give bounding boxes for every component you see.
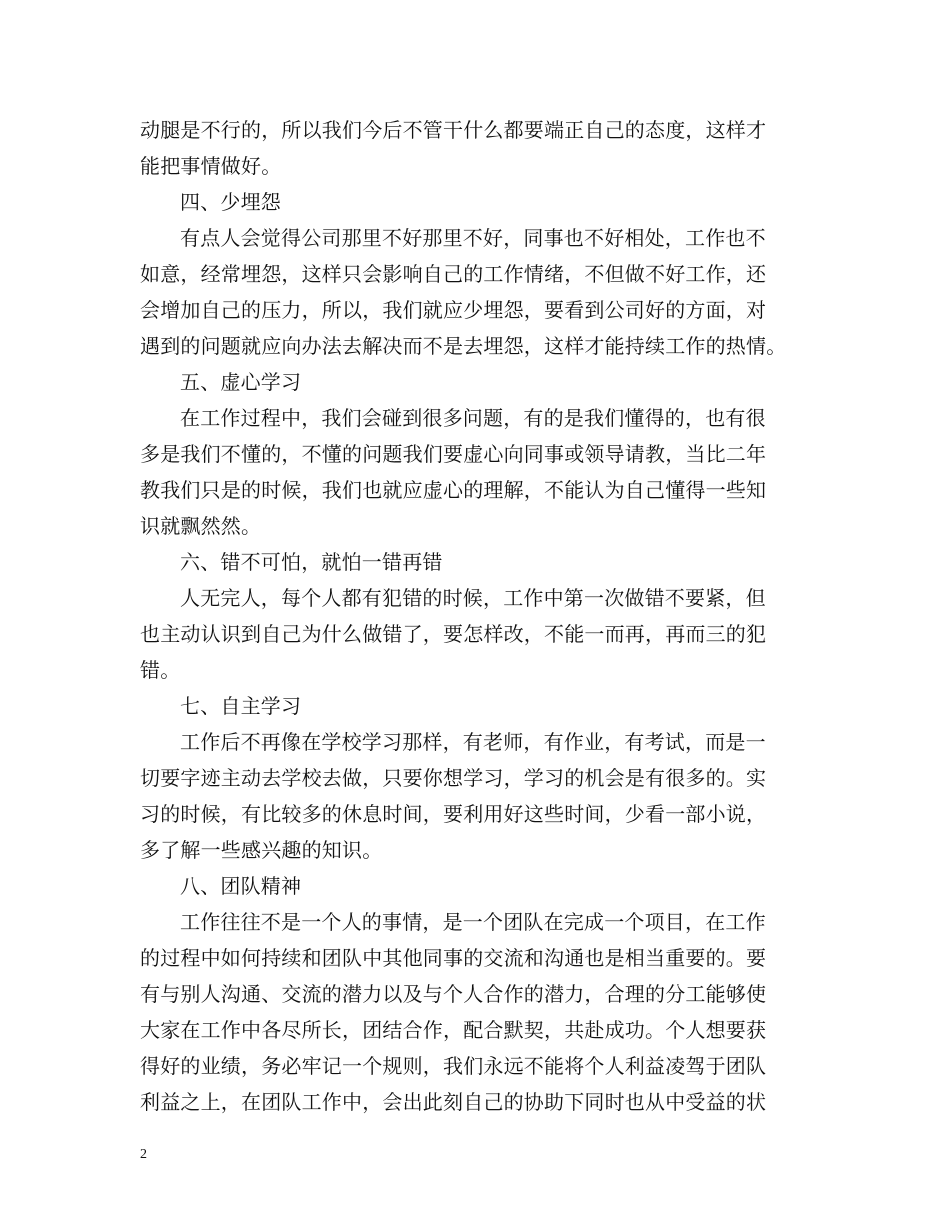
paragraph-line: 的过程中如何持续和团队中其他同事的交流和沟通也是相当重要的。要 bbox=[140, 946, 767, 970]
section-heading: 七、自主学习 bbox=[180, 694, 302, 718]
section-heading: 四、少埋怨 bbox=[180, 190, 281, 214]
paragraph-line: 教我们只是的时候，我们也就应虚心的理解，不能认为自己懂得一些知 bbox=[140, 478, 767, 502]
paragraph-line: 识就飘然然。 bbox=[140, 514, 262, 538]
paragraph-line: 如意，经常埋怨，这样只会影响自己的工作情绪，不但做不好工作，还 bbox=[140, 262, 767, 286]
paragraph-line: 利益之上，在团队工作中，会出此刻自己的协助下同时也从中受益的状 bbox=[140, 1090, 767, 1114]
paragraph-line: 错。 bbox=[140, 658, 181, 682]
paragraph-line: 在工作过程中，我们会碰到很多问题，有的是我们懂得的，也有很 bbox=[180, 406, 766, 430]
paragraph-line: 工作往往不是一个人的事情，是一个团队在完成一个项目，在工作 bbox=[180, 910, 766, 934]
paragraph-line: 多是我们不懂的，不懂的问题我们要虚心向同事或领导请教，当比二年 bbox=[140, 442, 767, 466]
section-heading: 八、团队精神 bbox=[180, 874, 302, 898]
paragraph-line: 动腿是不行的，所以我们今后不管干什么都要端正自己的态度，这样才 bbox=[140, 118, 767, 142]
paragraph-line: 得好的业绩，务必牢记一个规则，我们永远不能将个人利益凌驾于团队 bbox=[140, 1054, 767, 1078]
section-heading: 五、虚心学习 bbox=[180, 370, 302, 394]
paragraph-line: 切要字迹主动去学校去做，只要你想学习，学习的机会是有很多的。实 bbox=[140, 766, 767, 790]
document-body bbox=[140, 112, 820, 1120]
paragraph-line: 有点人会觉得公司那里不好那里不好，同事也不好相处，工作也不 bbox=[180, 226, 766, 250]
paragraph-line: 多了解一些感兴趣的知识。 bbox=[140, 838, 383, 862]
paragraph-line: 大家在工作中各尽所长，团结合作，配合默契，共赴成功。个人想要获 bbox=[140, 1018, 767, 1042]
paragraph-line: 有与别人沟通、交流的潜力以及与个人合作的潜力，合理的分工能够使 bbox=[140, 982, 767, 1006]
paragraph-line: 工作后不再像在学校学习那样，有老师，有作业，有考试，而是一 bbox=[180, 730, 766, 754]
section-heading: 六、错不可怕，就怕一错再错 bbox=[180, 550, 443, 574]
paragraph-line: 也主动认识到自己为什么做错了，要怎样改，不能一而再，再而三的犯 bbox=[140, 622, 767, 646]
paragraph-line: 习的时候，有比较多的休息时间，要利用好这些时间，少看一部小说， bbox=[140, 802, 767, 826]
paragraph-line: 人无完人，每个人都有犯错的时候，工作中第一次做错不要紧，但 bbox=[180, 586, 766, 610]
page-number: 2 bbox=[140, 1147, 147, 1162]
paragraph-line: 能把事情做好。 bbox=[140, 154, 282, 178]
paragraph-line: 遇到的问题就应向办法去解决而不是去埋怨，这样才能持续工作的热情。 bbox=[140, 334, 787, 358]
paragraph-line: 会增加自己的压力，所以，我们就应少埋怨，要看到公司好的方面，对 bbox=[140, 298, 767, 322]
